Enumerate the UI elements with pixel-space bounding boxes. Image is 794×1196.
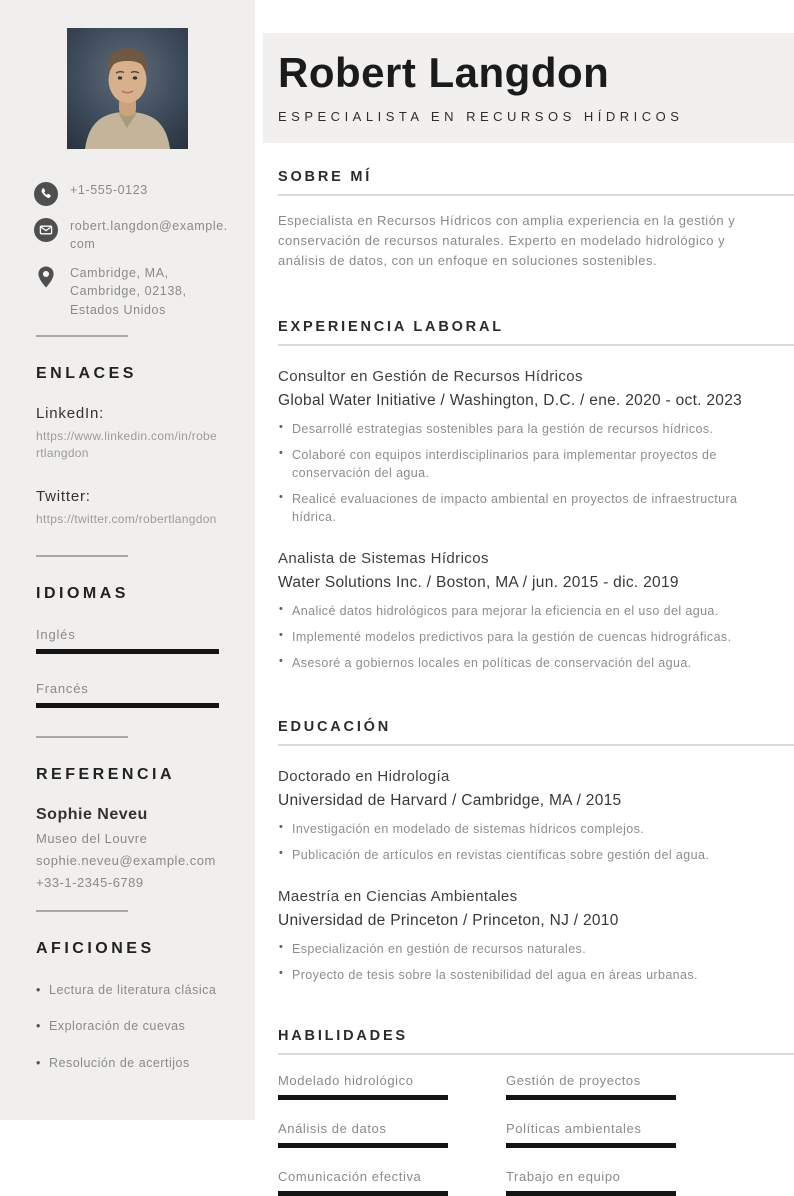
experience-entry [278, 368, 794, 527]
person-job-title: ESPECIALISTA EN RECURSOS HÍDRICOS [278, 109, 684, 125]
reference-organization: Museo del Louvre [36, 830, 148, 846]
language-level-bar [36, 703, 219, 708]
skill-level-bar [278, 1095, 448, 1100]
section-education [263, 719, 794, 985]
degree-meta: Universidad de Princeton / Princeton, NJ / 2010 [278, 911, 619, 929]
reference-name: Sophie Neveu [36, 805, 148, 823]
hobby-list [36, 982, 235, 1073]
phone-icon [34, 182, 58, 206]
degree-title: Maestría en Ciencias Ambientales [278, 887, 518, 905]
main-column [263, 0, 794, 1185]
bullet-item: • Analicé datos hidrológicos para mejorar la eficiencia en el uso del agua. [278, 602, 770, 620]
portrait-illustration [67, 28, 188, 149]
person-name: Robert Langdon [278, 49, 610, 96]
skill-item [506, 1073, 676, 1100]
about-heading: SOBRE MÍ [278, 169, 794, 196]
language-name: Inglés [36, 626, 76, 642]
twitter-url[interactable]: https://twitter.com/robertlangdon [36, 512, 217, 527]
experience-heading: EXPERIENCIA LABORAL [278, 319, 794, 346]
job-bullets [278, 420, 770, 527]
job-bullets [278, 602, 770, 672]
sidebar-divider [36, 555, 128, 557]
hobbies-heading: AFICIONES [36, 939, 155, 957]
linkedin-url[interactable]: https://www.linkedin.com/in/robertlangdon [36, 428, 218, 461]
education-heading: EDUCACIÓN [278, 719, 794, 746]
skill-level-bar [506, 1191, 676, 1196]
degree-bullets [278, 820, 770, 864]
skill-item [278, 1169, 448, 1196]
contact-list [34, 181, 255, 319]
skills-heading: HABILIDADES [278, 1028, 794, 1055]
contact-email[interactable]: robert.langdon@example.com [70, 219, 228, 252]
reference-email[interactable]: sophie.neveu@example.com [36, 852, 216, 868]
bullet-item: • Especialización en gestión de recursos naturales. [278, 940, 770, 958]
job-title: Analista de Sistemas Hídricos [278, 550, 489, 568]
language-name: Francés [36, 680, 89, 696]
hobby-item: • Lectura de literatura clásica [36, 982, 235, 1000]
experience-entry [278, 550, 794, 672]
education-entry [278, 768, 794, 864]
link-item-twitter [36, 488, 219, 528]
bullet-item: • Asesoré a gobiernos locales en políticas de conservación del agua. [278, 654, 770, 672]
job-meta: Global Water Initiative / Washington, D.C. / ene. 2020 - oct. 2023 [278, 391, 743, 409]
reference-heading: REFERENCIA [36, 765, 176, 783]
skill-item [278, 1073, 448, 1100]
email-icon [34, 218, 58, 242]
language-item [36, 681, 219, 708]
skill-level-bar [506, 1143, 676, 1148]
sidebar-divider [36, 736, 128, 738]
about-text: Especialista en Recursos Hídricos con amplia experiencia en la gestión y conservación de recursos naturales. Experto en modelado hidrológico y análisis de datos, con un enfoque en soluciones sostenibles. [278, 213, 736, 269]
sidebar-divider [36, 335, 128, 337]
language-level-bar [36, 649, 219, 654]
location-pin-icon [34, 265, 58, 289]
skill-name: Modelado hidrológico [278, 1073, 414, 1089]
skill-name: Análisis de datos [278, 1121, 387, 1137]
name-header [263, 33, 794, 143]
skills-grid [278, 1073, 794, 1196]
languages-heading: IDIOMAS [36, 584, 129, 602]
contact-location: Cambridge, MA, Cambridge, 02138, Estados Unidos [70, 266, 187, 317]
degree-meta: Universidad de Harvard / Cambridge, MA / 2015 [278, 791, 622, 809]
hobby-item: • Exploración de cuevas [36, 1018, 235, 1036]
links-heading: ENLACES [36, 364, 137, 382]
contact-phone-row [34, 181, 237, 206]
reference-block [36, 806, 219, 890]
sidebar-divider [36, 910, 128, 912]
twitter-label: Twitter: [36, 488, 91, 506]
profile-photo [67, 28, 188, 149]
contact-phone: +1-555-0123 [70, 183, 148, 197]
skill-item [506, 1121, 676, 1148]
education-entry [278, 888, 794, 984]
bullet-item: • Implementé modelos predictivos para la gestión de cuencas hidrográficas. [278, 628, 770, 646]
linkedin-label: LinkedIn: [36, 404, 105, 422]
bullet-item: • Desarrollé estrategias sostenibles para la gestión de recursos hídricos. [278, 420, 770, 438]
bullet-item: • Publicación de artículos en revistas científicas sobre gestión del agua. [278, 846, 770, 864]
link-item-linkedin [36, 405, 219, 463]
skill-name: Trabajo en equipo [506, 1169, 621, 1185]
hobby-item: • Resolución de acertijos [36, 1055, 235, 1073]
section-experience [263, 319, 794, 673]
contact-location-row [34, 264, 237, 318]
degree-title: Doctorado en Hidrología [278, 767, 450, 785]
bullet-item: • Proyecto de tesis sobre la sostenibilidad del agua en áreas urbanas. [278, 966, 770, 984]
skill-name: Políticas ambientales [506, 1121, 642, 1137]
job-title: Consultor en Gestión de Recursos Hídricos [278, 367, 583, 385]
bullet-item: • Realicé evaluaciones de impacto ambiental en proyectos de infraestructura hídrica. [278, 490, 770, 526]
skill-name: Comunicación efectiva [278, 1169, 422, 1185]
section-skills [263, 1028, 794, 1196]
language-item [36, 627, 219, 654]
skill-level-bar [506, 1095, 676, 1100]
reference-phone: +33-1-2345-6789 [36, 874, 144, 890]
bullet-item: • Investigación en modelado de sistemas hídricos complejos. [278, 820, 770, 838]
skill-level-bar [278, 1143, 448, 1148]
bullet-item: • Colaboré con equipos interdisciplinarios para implementar proyectos de conservación del agua. [278, 446, 770, 482]
section-about [263, 169, 794, 271]
contact-email-row [34, 217, 237, 253]
degree-bullets [278, 940, 770, 984]
job-meta: Water Solutions Inc. / Boston, MA / jun. 2015 - dic. 2019 [278, 574, 679, 592]
skill-item [278, 1121, 448, 1148]
skill-name: Gestión de proyectos [506, 1073, 641, 1089]
sidebar [0, 0, 255, 1120]
skill-level-bar [278, 1191, 448, 1196]
skill-item [506, 1169, 676, 1196]
